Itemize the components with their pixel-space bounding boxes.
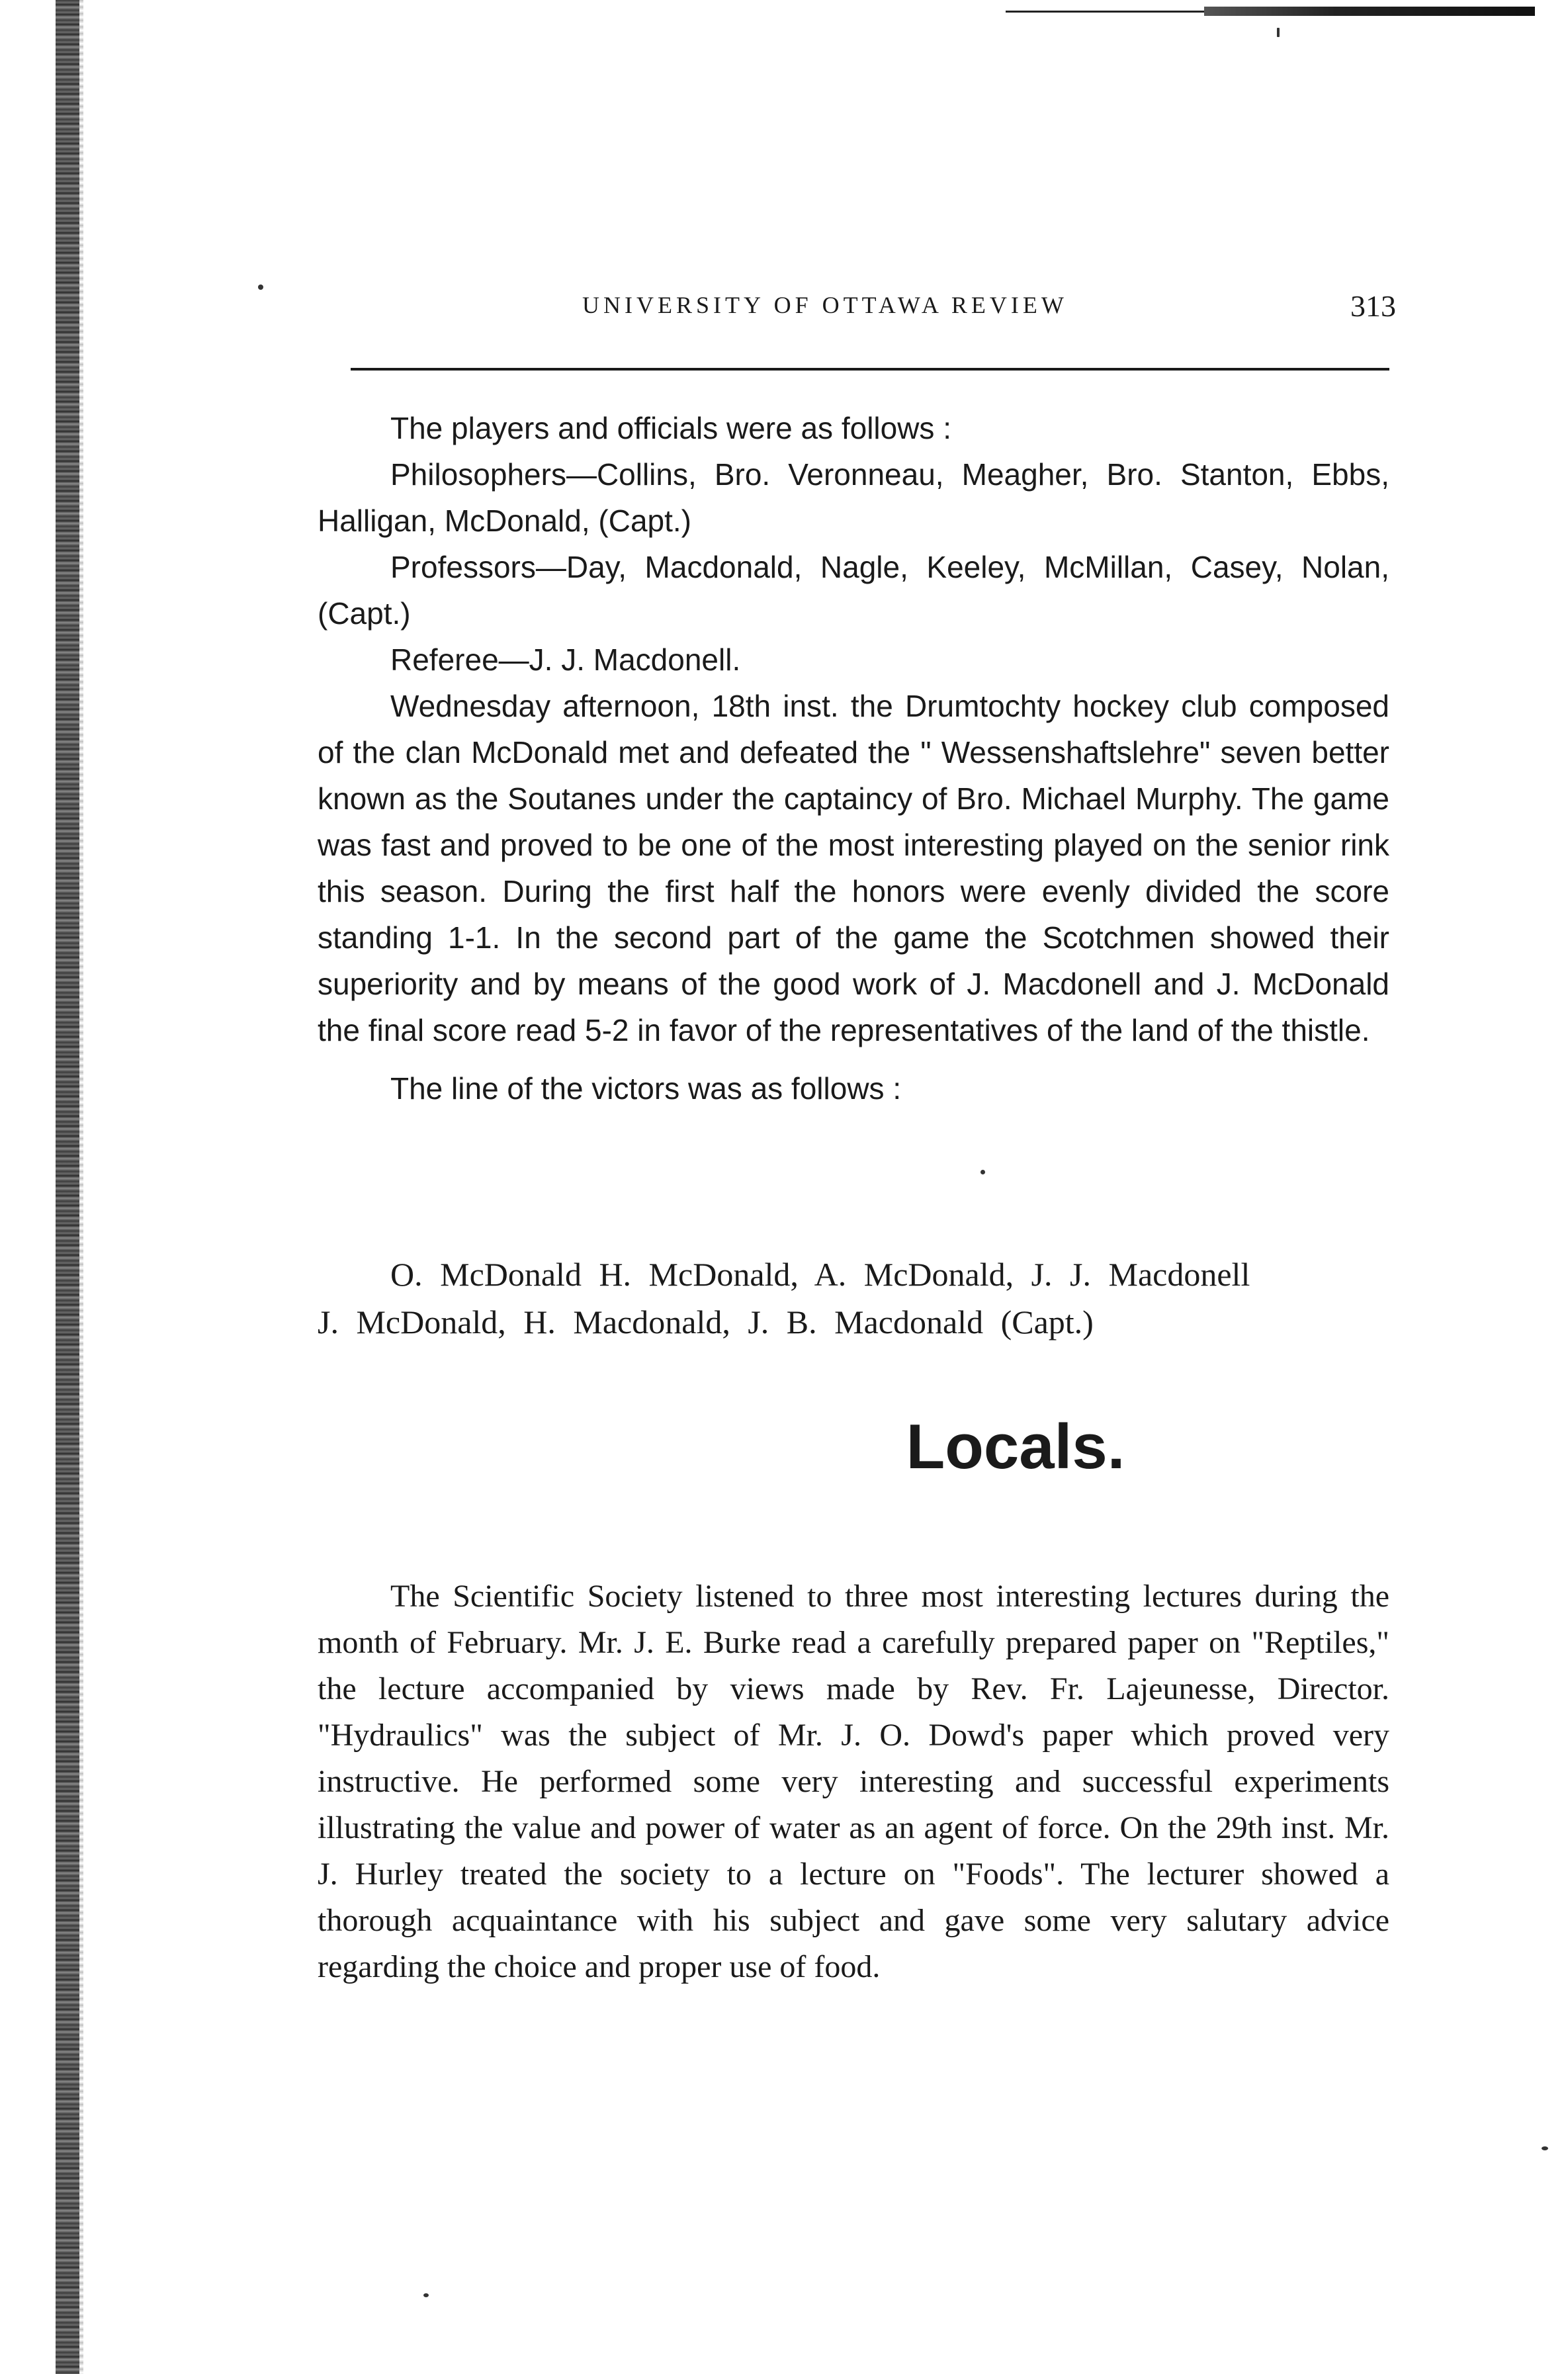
header-rule	[351, 368, 1389, 371]
players-intro: The players and officials were as follows :	[390, 411, 951, 445]
page-number: 313	[1350, 289, 1396, 323]
locals-section	[318, 1573, 1389, 1990]
locals-heading: Locals.	[906, 1411, 1125, 1482]
philosophers-roster: Philosophers—Collins, Bro. Veronneau, Meagher, Bro. Stanton, Ebbs, Halligan, McDonald, (Capt.)	[318, 457, 1389, 538]
running-head: UNIVERSITY OF OTTAWA REVIEW	[582, 292, 1068, 318]
victors-roster	[318, 1251, 1389, 1346]
hockey-section	[318, 405, 1389, 1112]
victors-intro: The line of the victors was as follows :	[390, 1071, 902, 1106]
game-report: Wednesday afternoon, 18th inst. the Drumtochty hockey club composed of the clan McDonald met and defeated the " Wessenshaftslehre" seven better known as the Soutanes under the captaincy of Bro. Michael Murphy. The game was fast and proved to be one of the most interesting played on the senior rink this season. During the first half the honors were evenly divided the score standing 1-1. In the second part of the game the Scotchmen showed their superiority and by means of the good work of J. Macdonell and J. McDonald the final score read 5-2 in favor of the representatives of the land of the thistle.	[318, 689, 1389, 1047]
print-speck	[1542, 2146, 1548, 2150]
print-speck	[423, 2293, 429, 2297]
locals-paragraph: The Scientific Society listened to three most interesting lectures during the month of February. Mr. J. E. Burke read a carefully prepared paper on "Reptiles," the lecture accompanied by views made by Rev. Fr. Lajeunesse, Director. "Hydraulics" was the subject of Mr. J. O. Dowd's paper which proved very instructive. He performed some very interesting and successful experiments illustrating the value and power of water as an agent of force. On the 29th inst. Mr. J. Hurley treated the society to a lecture on "Foods". The lecturer showed a thorough acquaintance with his subject and gave some very salutary advice regarding the choice and proper use of food.	[318, 1579, 1389, 1984]
page-header	[582, 291, 1396, 331]
print-speck	[258, 285, 263, 290]
referee-line: Referee—J. J. Macdonell.	[390, 642, 741, 677]
binding-edge	[79, 0, 83, 2374]
print-speck	[980, 1170, 985, 1174]
professors-roster: Professors—Day, Macdonald, Nagle, Keeley, McMillan, Casey, Nolan, (Capt.)	[318, 550, 1389, 631]
binding-spine	[56, 0, 79, 2374]
top-rule-bold	[1204, 7, 1535, 16]
print-speck	[1277, 28, 1280, 37]
victors-line-1: O. McDonald H. McDonald, A. McDonald, J. J. Macdonell	[390, 1256, 1250, 1293]
victors-line-2: J. McDonald, H. Macdonald, J. B. Macdonald (Capt.)	[318, 1303, 1094, 1341]
